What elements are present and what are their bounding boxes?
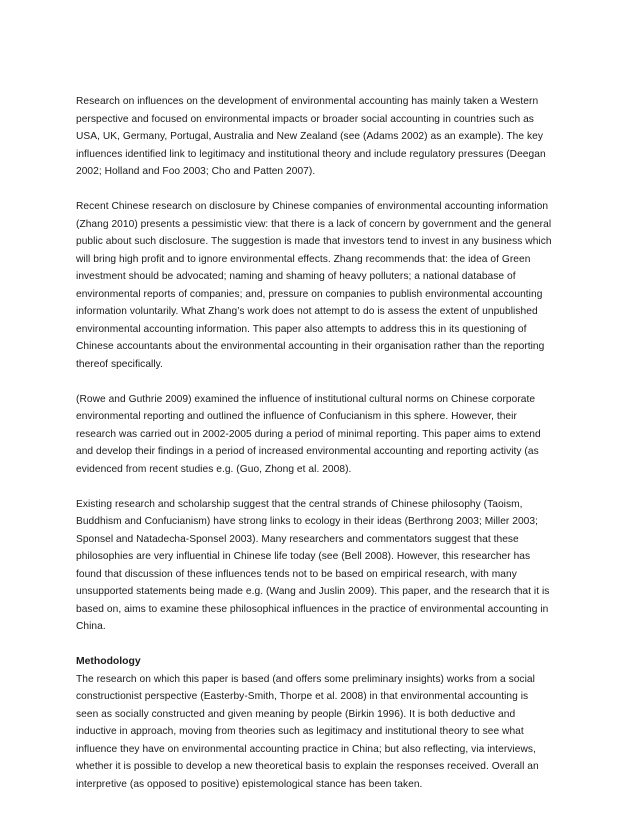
- text-line: based on, aims to examine these philosophical influences in the practice of environmental accounting in: [76, 603, 549, 615]
- text-line: perspective and focused on environmental impacts or broader social accounting in countries such as: [76, 113, 534, 125]
- text-line: Existing research and scholarship suggest that the central strands of Chinese philosophy (Taoism,: [76, 498, 523, 510]
- paragraph-chinese-disclosure: [76, 198, 576, 373]
- text-line: Sponsel and Natadecha-Sponsel 2003). Many researchers and commentators suggest that these: [76, 533, 519, 545]
- paragraph-western-research: [76, 93, 576, 181]
- text-line: Chinese accountants about the environmental accounting in their organisation rather than the reporting: [76, 341, 545, 352]
- text-line: influence they have on environmental accounting practice in China; but also reflecting, via interviews,: [76, 743, 536, 755]
- text-line: unsupported statements being made e.g. (Wang and Juslin 2009). This paper, and the research that it is: [76, 586, 550, 597]
- text-line: and develop their findings in a period of increased environmental accounting and reporting activity (as: [76, 446, 539, 457]
- text-line: The research on which this paper is based (and offers some preliminary insights) works from a social: [76, 673, 535, 685]
- text-line: constructionist perspective (Easterby-Smith, Thorpe et al. 2008) in that environmental accounting is: [76, 691, 529, 702]
- text-line: USA, UK, Germany, Portugal, Australia and New Zealand (see (Adams 2002) as an example). The key: [76, 131, 543, 142]
- text-line: research was carried out in 2002-2005 during a period of minimal reporting. This paper aims to extend: [76, 428, 541, 440]
- text-line: influences identified link to legitimacy and institutional theory and include regulatory pressures (Deegan: [76, 148, 546, 160]
- text-line: Recent Chinese research on disclosure by Chinese companies of environmental accounting information: [76, 201, 549, 212]
- text-line: found that discussion of these influences tends not to be based on empirical research, with many: [76, 568, 517, 580]
- text-line: philosophies are very influential in Chinese life today (see (Bell 2008). However, this researcher has: [76, 551, 531, 562]
- paragraph-rowe-guthrie: [76, 391, 576, 479]
- document-page: [76, 93, 576, 793]
- text-line: environmental accounting information. This paper also attempts to address this in its questioning of: [76, 323, 527, 335]
- text-line: environmental reports of companies; and, pressure on companies to publish environmental accounting: [76, 288, 543, 300]
- paragraph-spacer: [76, 373, 576, 391]
- paragraph-spacer: [76, 478, 576, 496]
- text-line: (Zhang 2010) presents a pessimistic view: that there is a lack of concern by government and the general: [76, 218, 552, 230]
- paragraph-chinese-philosophy: [76, 496, 576, 636]
- methodology-heading: Methodology: [76, 656, 141, 667]
- text-line: Buddhism and Confucianism) have strong links to ecology in their ideas (Berthrong 2003; Miller 2003;: [76, 516, 538, 527]
- text-line: whether it is possible to develop a new theoretical basis to explain the responses received. Overall an: [76, 761, 539, 772]
- text-line: Research on influences on the development of environmental accounting has mainly taken a Western: [76, 96, 539, 107]
- text-line: investment should be advocated; naming and shaming of heavy polluters; a national database of: [76, 271, 516, 282]
- text-line: evidenced from recent studies e.g. (Guo, Zhong et al. 2008).: [76, 463, 352, 475]
- text-line: information voluntarily. What Zhang’s work does not attempt to do is assess the extent of unpublished: [76, 306, 538, 317]
- text-line: will bring high profit and to ignore environmental effects. Zhang recommends that: the idea of Green: [76, 253, 531, 265]
- text-line: 2002; Holland and Foo 2003; Cho and Patten 2007).: [76, 166, 316, 177]
- paragraph-spacer: [76, 636, 576, 654]
- text-line: interpretive (as opposed to positive) epistemological stance has been taken.: [76, 778, 423, 790]
- text-line: thereof specifically.: [76, 358, 163, 370]
- text-line: public about such disclosure. The suggestion is made that investors tend to invest in any business which: [76, 236, 552, 247]
- text-line: seen as socially constructed and given meaning by people (Birkin 1996). It is both deductive and: [76, 708, 516, 720]
- text-line: inductive in approach, moving from theories such as legitimacy and institutional theory to see what: [76, 726, 524, 737]
- paragraph-methodology: [76, 671, 576, 794]
- text-line: China.: [76, 621, 106, 632]
- text-line: environmental reporting and outlined the influence of Confucianism in this sphere. However, their: [76, 411, 517, 422]
- paragraph-spacer: [76, 181, 576, 199]
- text-line: (Rowe and Guthrie 2009) examined the influence of institutional cultural norms on Chinese corporate: [76, 393, 536, 405]
